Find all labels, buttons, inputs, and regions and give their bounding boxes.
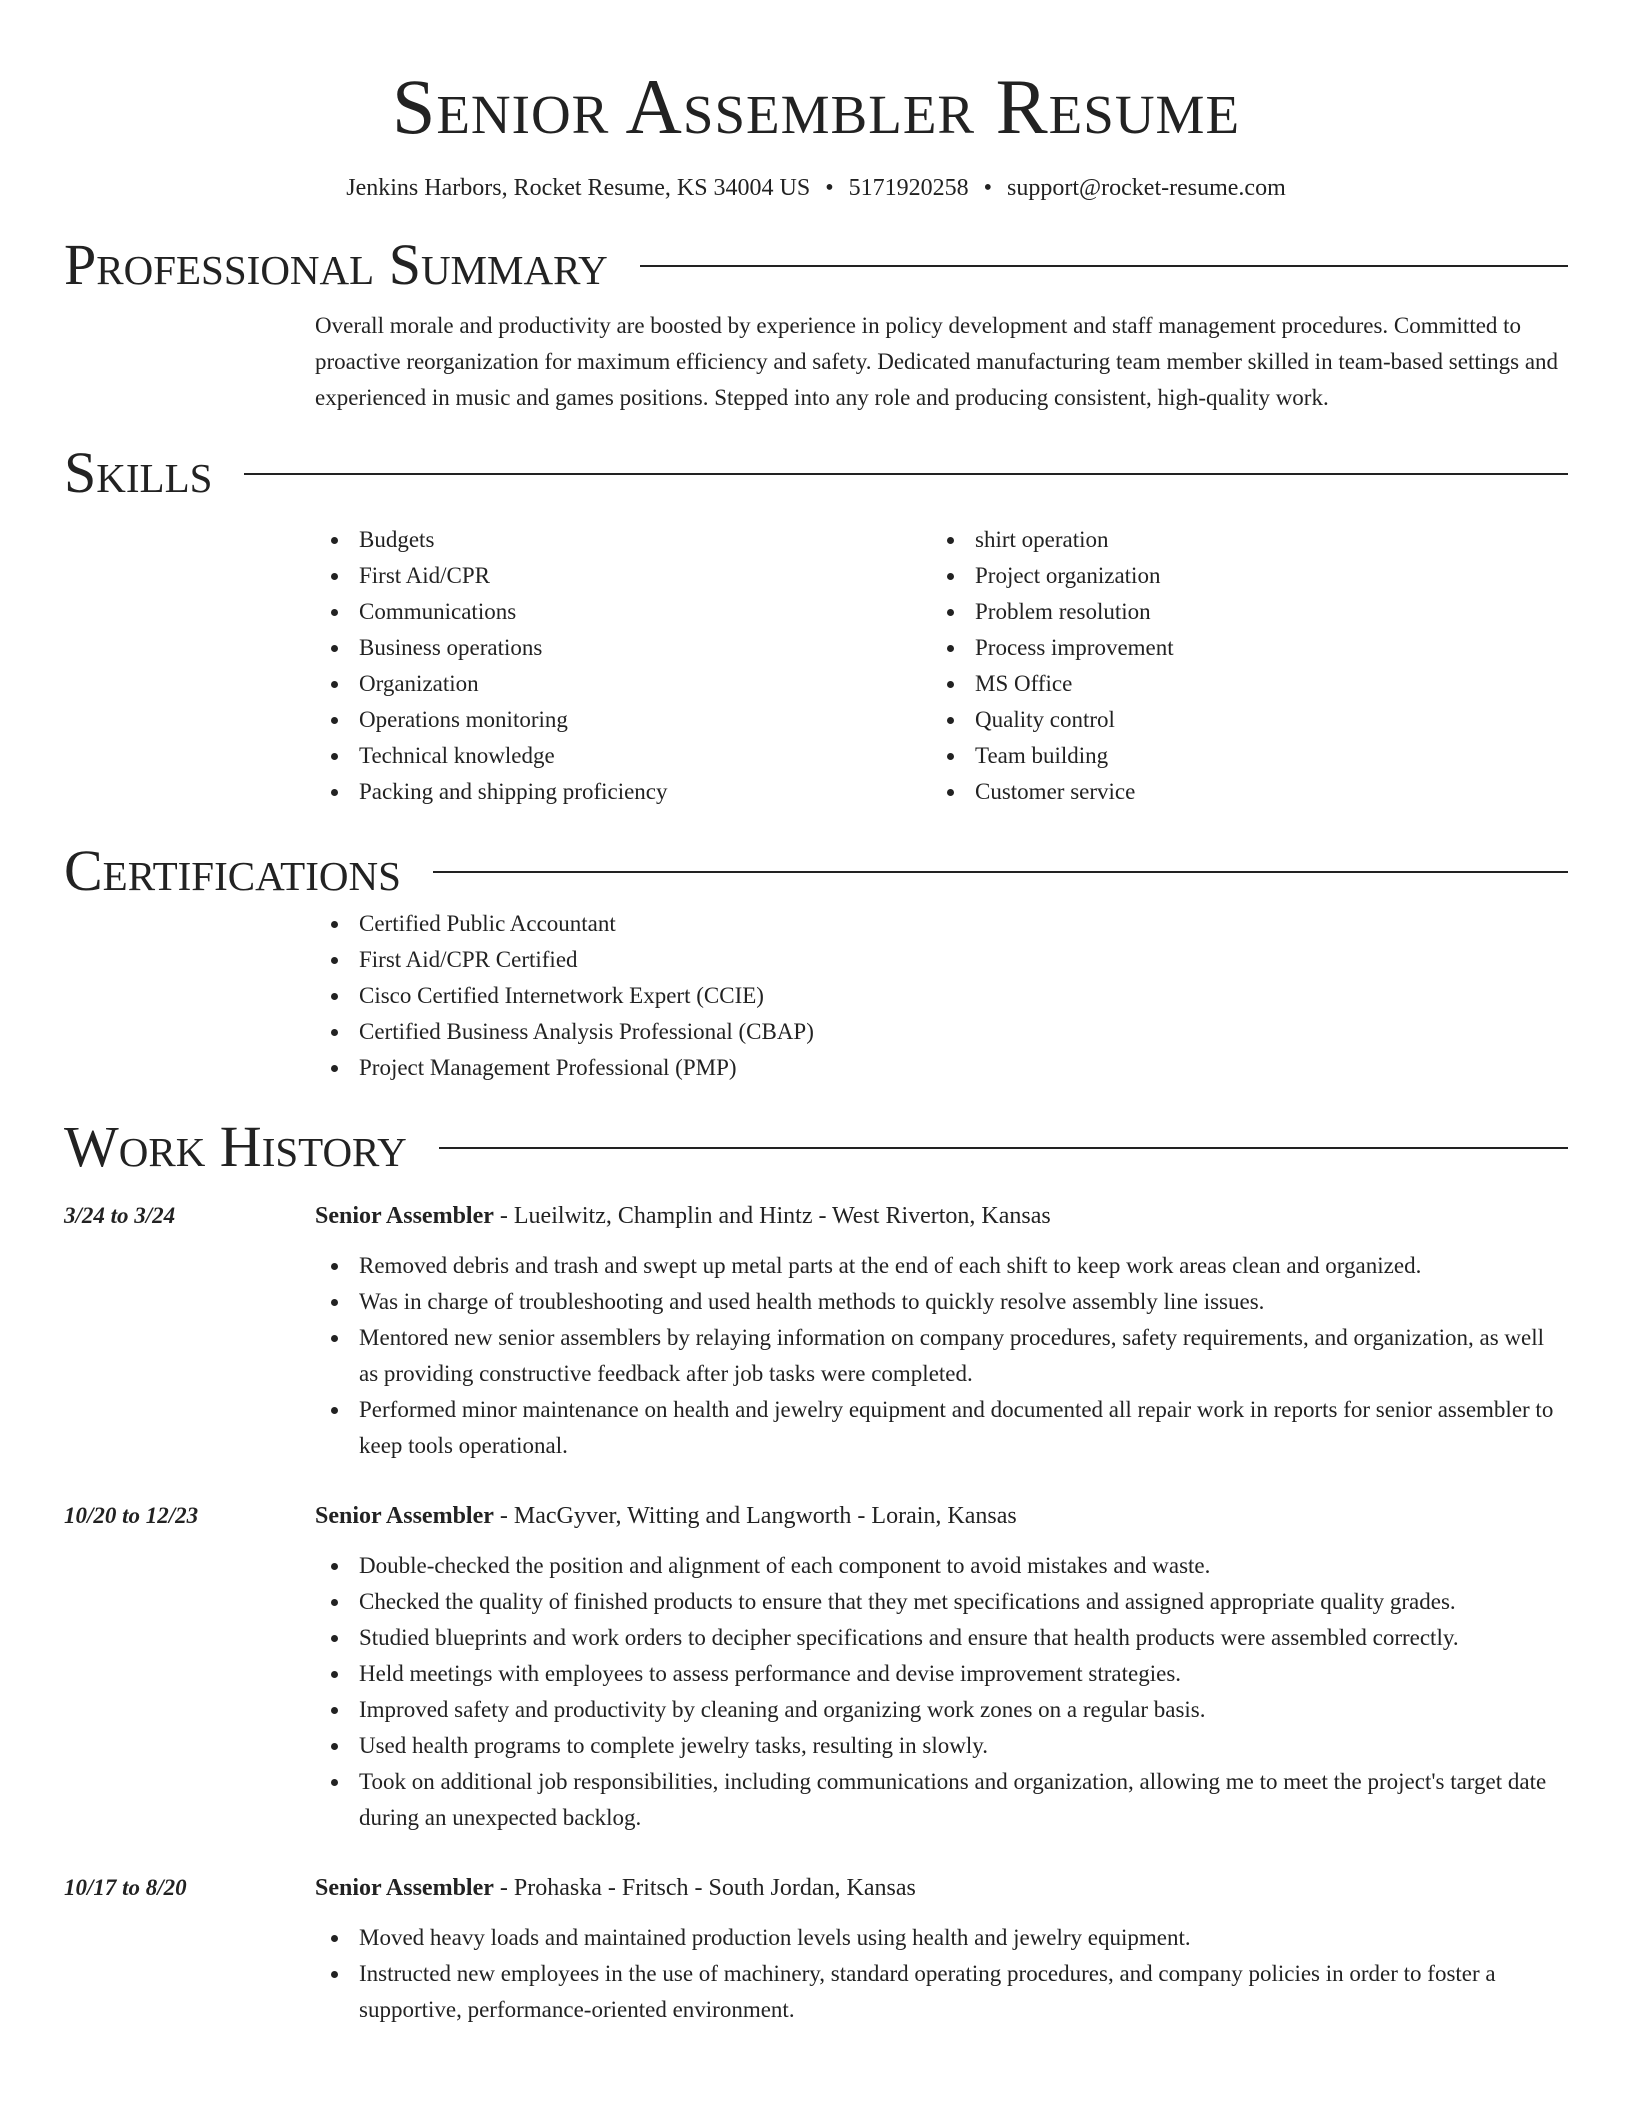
skills-section-header (64, 438, 1568, 508)
job-dates: 3/24 to 3/24 (64, 1203, 176, 1228)
job-entry (64, 1498, 1568, 1836)
job-entry (64, 1870, 1568, 2028)
job-entry (64, 1198, 1568, 1464)
skills-heading: Skills (64, 440, 213, 505)
job-heading (315, 1870, 1568, 1906)
skill-item: Process improvement (931, 630, 1547, 666)
job-company: - MacGyver, Witting and Langworth - Lorain, Kansas (493, 1503, 1017, 1529)
job-bullets (315, 1248, 1568, 1464)
job-bullet: Took on additional job responsibilities, including communications and organization, allowing me to meet the project's target date during an unexpected backlog. (315, 1764, 1568, 1836)
skills-grid (315, 522, 1568, 810)
contact-address: Jenkins Harbors, Rocket Resume, KS 34004 US (346, 175, 811, 201)
skill-item: Team building (931, 738, 1547, 774)
certification-item: Certified Business Analysis Professional (CBAP) (315, 1014, 1568, 1050)
job-bullet: Mentored new senior assemblers by relaying information on company procedures, safety requirements, and organization, as well as providing constructive feedback after job tasks were completed. (315, 1320, 1568, 1392)
job-role: Senior Assembler (315, 1875, 494, 1901)
job-bullet: Double-checked the position and alignment of each component to avoid mistakes and waste. (315, 1548, 1568, 1584)
skills-body (315, 522, 1568, 810)
job-role: Senior Assembler (315, 1203, 494, 1229)
section-divider (244, 473, 1568, 475)
contact-separator: • (983, 175, 993, 201)
job-bullet: Improved safety and productivity by cleaning and organizing work zones on a regular basis. (315, 1692, 1568, 1728)
job-bullet: Held meetings with employees to assess performance and devise improvement strategies. (315, 1656, 1568, 1692)
skill-item: Quality control (931, 702, 1547, 738)
work-history-list (64, 1198, 1568, 2028)
job-bullets (315, 1548, 1568, 1836)
certifications-list (315, 906, 1568, 1086)
skill-item: Customer service (931, 774, 1547, 810)
resume-title: Senior Assembler Resume (391, 63, 1241, 150)
contact-email: support@rocket-resume.com (1007, 175, 1286, 201)
job-bullet: Removed debris and trash and swept up metal parts at the end of each shift to keep work areas clean and organized. (315, 1248, 1568, 1284)
job-bullet: Moved heavy loads and maintained production levels using health and jewelry equipment. (315, 1920, 1568, 1956)
job-detail (315, 1498, 1568, 1836)
certification-item: Cisco Certified Internetwork Expert (CCIE) (315, 978, 1568, 1014)
work-history-heading: Work History (64, 1114, 407, 1179)
certifications-section-header (64, 836, 1568, 906)
skill-item: Organization (315, 666, 931, 702)
skill-item: Business operations (315, 630, 931, 666)
skill-item: Operations monitoring (315, 702, 931, 738)
job-company: - Prohaska - Fritsch - South Jordan, Kansas (493, 1875, 916, 1901)
skill-item: MS Office (931, 666, 1547, 702)
certifications-heading: Certifications (64, 838, 401, 903)
job-detail (315, 1198, 1568, 1464)
job-bullet: Was in charge of troubleshooting and used health methods to quickly resolve assembly line issues. (315, 1284, 1568, 1320)
section-divider (433, 871, 1568, 873)
skill-item: Problem resolution (931, 594, 1547, 630)
job-dates: 10/20 to 12/23 (64, 1503, 199, 1528)
job-company: - Lueilwitz, Champlin and Hintz - West Riverton, Kansas (493, 1203, 1051, 1229)
skill-item: Technical knowledge (315, 738, 931, 774)
skills-column-left (315, 522, 931, 810)
job-bullet: Instructed new employees in the use of machinery, standard operating procedures, and company policies in order to foster a supportive, performance-oriented environment. (315, 1956, 1568, 2028)
job-dates: 10/17 to 8/20 (64, 1875, 187, 1900)
work-history-section-header (64, 1112, 1568, 1182)
section-divider (439, 1147, 1568, 1149)
summary-text: Overall morale and productivity are boosted by experience in policy development and staff management procedures. Committed to proactive reorganization for maximum efficiency and safety. Dedicated manufacturing team member skilled in team-based settings and experienced in music and games positions. Stepped into any role and producing consistent, high-quality work. (315, 313, 1559, 410)
summary-heading: Professional Summary (64, 232, 608, 297)
job-heading (315, 1198, 1568, 1234)
summary-section-header (64, 230, 1568, 300)
skills-column-right (931, 522, 1547, 810)
skill-item: Project organization (931, 558, 1547, 594)
contact-phone: 5171920258 (848, 175, 969, 201)
certification-item: Project Management Professional (PMP) (315, 1050, 1568, 1086)
certification-item: First Aid/CPR Certified (315, 942, 1568, 978)
skill-item: First Aid/CPR (315, 558, 931, 594)
job-bullet: Used health programs to complete jewelry tasks, resulting in slowly. (315, 1728, 1568, 1764)
skill-item: Budgets (315, 522, 931, 558)
job-heading (315, 1498, 1568, 1534)
skill-item: Communications (315, 594, 931, 630)
job-detail (315, 1870, 1568, 2028)
job-bullet: Performed minor maintenance on health and jewelry equipment and documented all repair work in reports for senior assembler to keep tools operational. (315, 1392, 1568, 1464)
certification-item: Certified Public Accountant (315, 906, 1568, 942)
summary-body (315, 308, 1568, 416)
job-role: Senior Assembler (315, 1503, 494, 1529)
job-bullet: Studied blueprints and work orders to decipher specifications and ensure that health products were assembled correctly. (315, 1620, 1568, 1656)
section-divider (640, 265, 1568, 267)
job-bullets (315, 1920, 1568, 2028)
contact-line (64, 172, 1568, 204)
job-bullet: Checked the quality of finished products to ensure that they met specifications and assigned appropriate quality grades. (315, 1584, 1568, 1620)
skill-item: Packing and shipping proficiency (315, 774, 931, 810)
resume-page (64, 0, 1568, 2028)
skill-item: shirt operation (931, 522, 1547, 558)
contact-separator: • (825, 175, 834, 201)
certifications-body (315, 906, 1568, 1086)
